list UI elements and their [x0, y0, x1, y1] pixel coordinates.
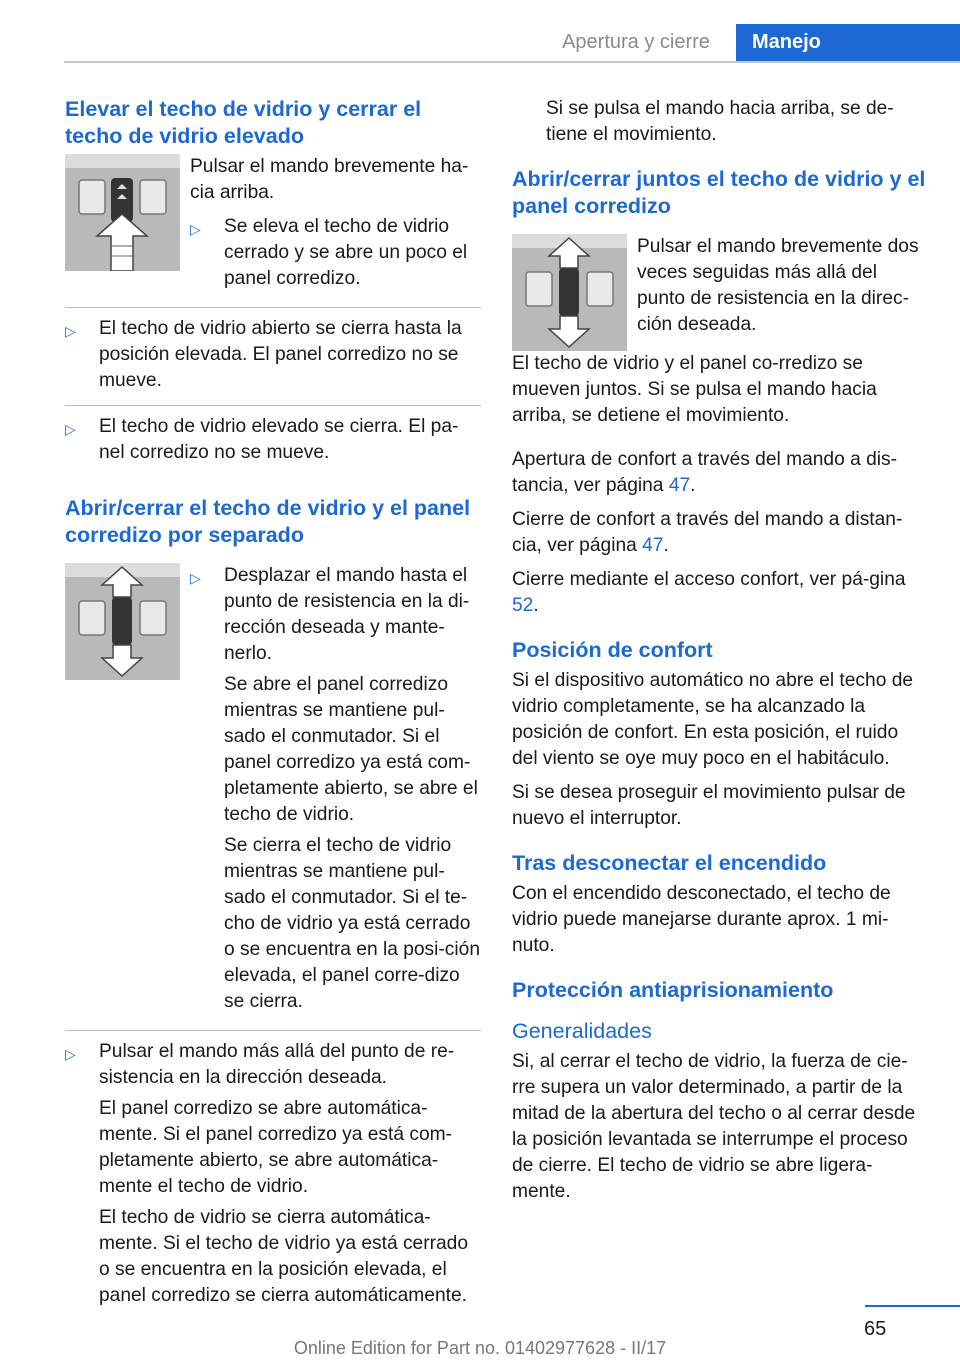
- list-item-text: El techo de vidrio abierto se cierra hasta la posición elevada. El panel corredizo no se mueve.: [99, 318, 462, 391]
- triangle-bullet-icon: ▷: [65, 421, 76, 437]
- page-number: 65: [864, 1318, 887, 1340]
- list-item: [65, 1039, 481, 1314]
- list-item: [190, 563, 481, 1020]
- switch-double-press-illustration: [512, 234, 627, 351]
- body-text: Con el encendido desconectado, el techo de vidrio puede manejarse durante aprox. 1 mi-nuto.: [512, 883, 891, 956]
- instruction-text: Pulsar el mando brevemente dos veces seguidas más allá del punto de resistencia en la direc-ción deseada.: [637, 236, 919, 335]
- list-item-text: Se eleva el techo de vidrio cerrado y se abre un poco el panel corredizo.: [224, 216, 468, 289]
- switch-up-illustration: [65, 154, 180, 271]
- list-item-text: Pulsar el mando más allá del punto de re-sistencia en la dirección deseada.: [99, 1041, 455, 1088]
- heading-joint-operation: Abrir/cerrar juntos el techo de vidrio y el panel corredizo: [512, 167, 926, 218]
- right-column: [512, 96, 928, 1213]
- heading-after-ignition-off: Tras desconectar el encendido: [512, 851, 827, 875]
- list-item-text: El techo de vidrio elevado se cierra. El pa-nel corredizo no se mueve.: [99, 416, 459, 463]
- list-item-text: Se cierra el techo de vidrio mientras se mantiene pul-sado el conmutador. Si el te-cho de vidrio ya está cerrado o se encuentra en la posi-ción elevada, el panel corre-dizo se cierra.: [224, 835, 480, 1012]
- list-item: [65, 414, 481, 471]
- heading-raise-glass-roof: Elevar el techo de vidrio y cerrar el techo de vidrio elevado: [65, 97, 422, 148]
- cross-reference: Apertura de confort a través del mando a dis-tancia, ver página 47.: [512, 449, 898, 496]
- edition-footer: Online Edition for Part no. 01402977628 - II/17: [293, 1338, 667, 1358]
- triangle-bullet-icon: ▷: [190, 570, 201, 586]
- list-item-text: El techo de vidrio se cierra automática-mente. Si el techo de vidrio ya está cerrado o se encuentra en la posición elevada, el panel corredizo se cierra automáticamente.: [99, 1207, 469, 1306]
- subheading-general: Generalidades: [512, 1019, 652, 1043]
- divider: [65, 1030, 481, 1031]
- heading-comfort-position: Posición de confort: [512, 638, 713, 662]
- result-text: El techo de vidrio y el panel co-rredizo se mueven juntos. Si se pulsa el mando hacia arriba, se detiene el movimiento.: [512, 353, 877, 426]
- heading-separate-operation: Abrir/cerrar el techo de vidrio y el panel corredizo por separado: [65, 496, 471, 547]
- intro-text: Pulsar el mando brevemente ha-cia arriba.: [190, 156, 469, 203]
- list-item-text: Se abre el panel corredizo mientras se mantiene pul-sado el conmutador. Si el panel corredizo ya está com-pletamente abierto, se abre el techo de vidrio.: [224, 674, 478, 825]
- list-item-text: El panel corredizo se abre automática-mente. Si el panel corredizo ya está com-pletamente abierto, se abre automática-mente el techo de vidrio.: [99, 1098, 453, 1197]
- page-link[interactable]: 47: [668, 475, 691, 496]
- switch-updown-illustration: [65, 563, 180, 680]
- cross-reference: Cierre de confort a través del mando a distan-cia, ver página 47.: [512, 509, 903, 556]
- divider: [65, 307, 481, 308]
- triangle-bullet-icon: ▷: [65, 323, 76, 339]
- cross-reference: Cierre mediante el acceso confort, ver pá-gina 52.: [512, 569, 906, 616]
- body-text: Si se desea proseguir el movimiento pulsar de nuevo el interruptor.: [512, 782, 906, 829]
- page-link[interactable]: 52: [512, 595, 534, 616]
- continued-text: Si se pulsa el mando hacia arriba, se de-tiene el movimiento.: [546, 98, 894, 145]
- list-item: [190, 214, 481, 297]
- header-rule: [64, 61, 960, 63]
- heading-pinch-protection: Protección antiaprisionamiento: [512, 978, 834, 1002]
- body-text: Si, al cerrar el techo de vidrio, la fuerza de cie-rre supera un valor determinado, a partir de la mitad de la abertura del techo o al cerrar desde la posición levantada se interrumpe el proceso de cierre. El techo de vidrio se abre ligera-mente.: [512, 1051, 916, 1202]
- triangle-bullet-icon: ▷: [65, 1046, 76, 1062]
- page-link[interactable]: 47: [642, 535, 664, 556]
- list-item: [65, 316, 481, 399]
- triangle-bullet-icon: ▷: [190, 221, 201, 237]
- header-section-label: Apertura y cierre: [562, 31, 710, 53]
- divider: [65, 405, 481, 406]
- list-item-text: Desplazar el mando hasta el punto de resistencia en la di-rección deseada y mante-nerlo.: [224, 565, 470, 664]
- body-text: Si el dispositivo automático no abre el techo de vidrio completamente, se ha alcanzado la posición de confort. En esta posición, el ruido del viento se oye muy poco en el habitáculo.: [512, 670, 914, 769]
- page-number-rule: [865, 1305, 960, 1307]
- header-chapter-tab: Manejo: [736, 24, 960, 61]
- left-column: [65, 96, 481, 1318]
